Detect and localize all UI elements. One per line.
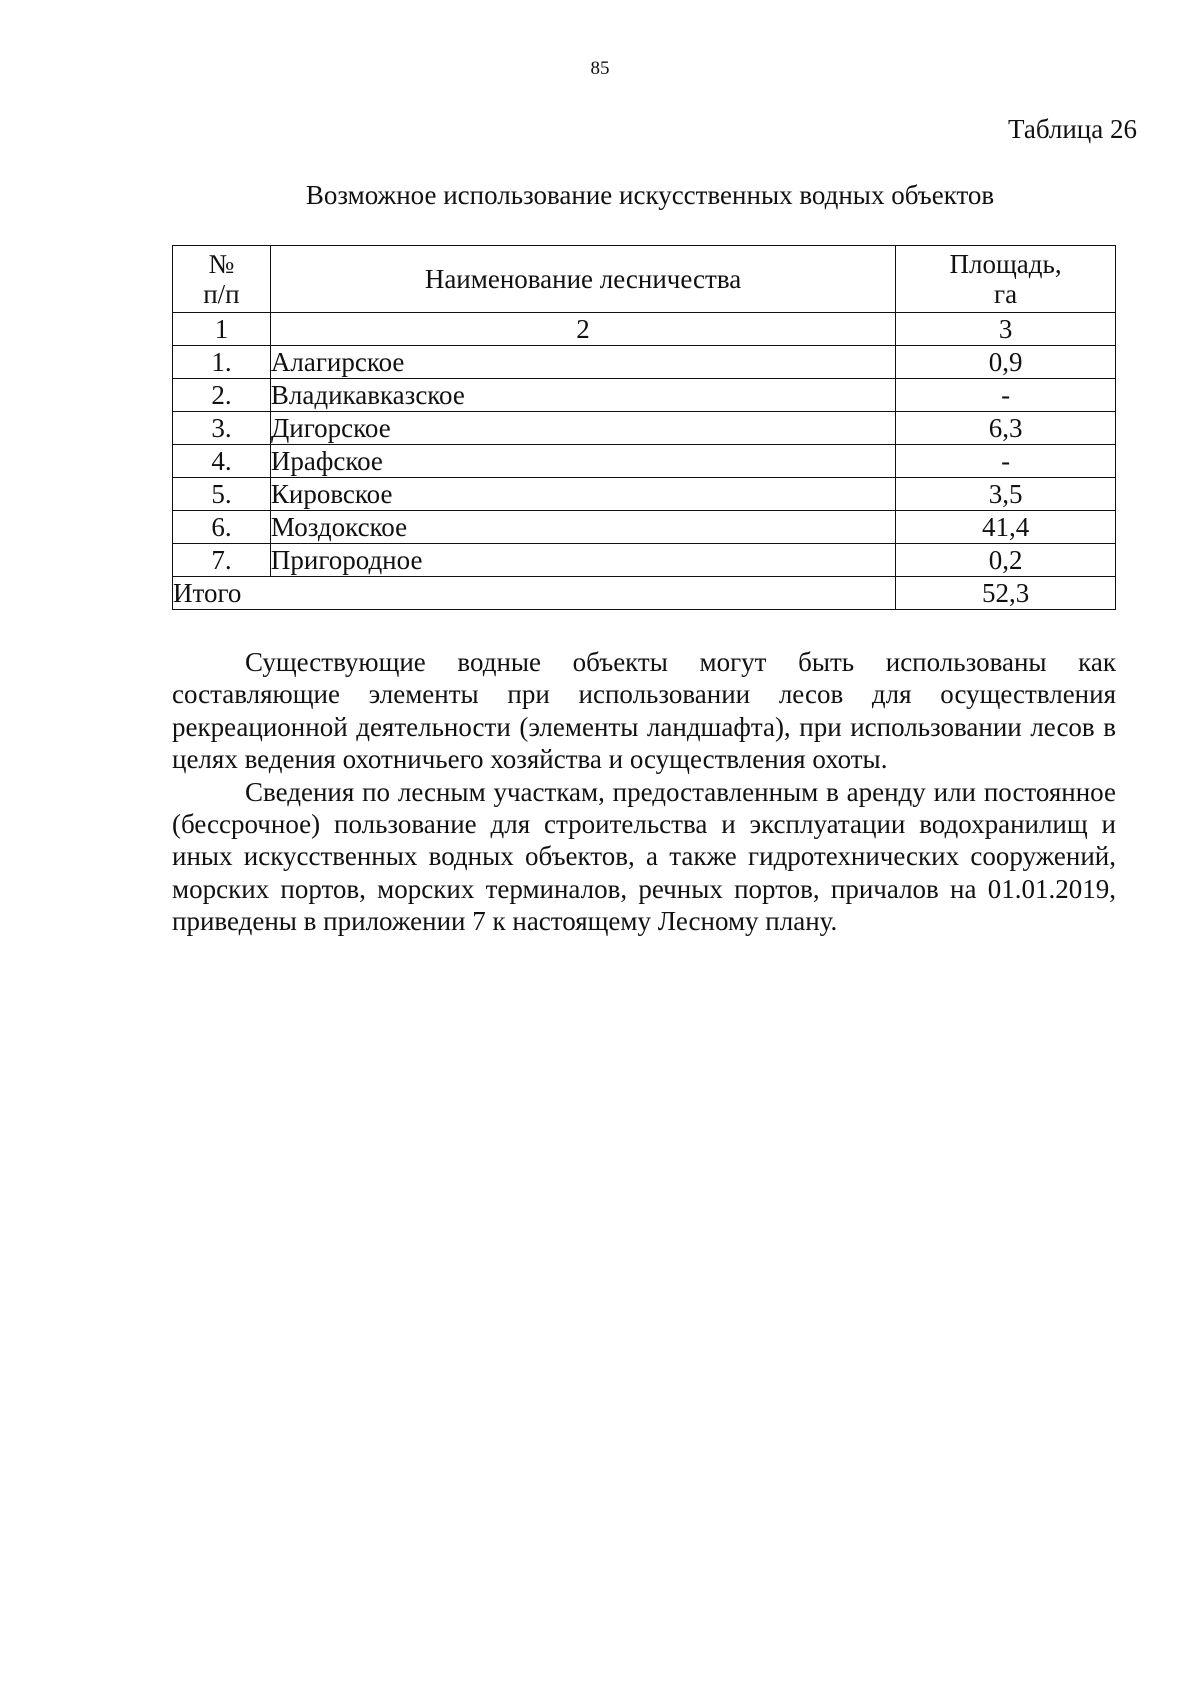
header-forestry-name: Наименование лесничества — [270, 246, 895, 313]
row-number: 4. — [173, 445, 271, 478]
column-number: 2 — [270, 313, 895, 346]
column-number: 1 — [173, 313, 271, 346]
total-value: 52,3 — [896, 577, 1116, 610]
forestry-name: Ирафское — [270, 445, 895, 478]
row-number: 7. — [173, 544, 271, 577]
column-number-row — [173, 313, 1116, 346]
area-value: 41,4 — [896, 511, 1116, 544]
row-number: 1. — [173, 346, 271, 379]
header-number — [173, 246, 271, 313]
forestry-name: Моздокское — [270, 511, 895, 544]
area-value: 3,5 — [896, 478, 1116, 511]
header-area-line2: га — [994, 279, 1018, 309]
area-value: 6,3 — [896, 412, 1116, 445]
forest-water-objects-table — [172, 245, 1116, 610]
area-value: 0,9 — [896, 346, 1116, 379]
forestry-name: Алагирское — [270, 346, 895, 379]
forestry-name: Пригородное — [270, 544, 895, 577]
row-number: 6. — [173, 511, 271, 544]
paragraph-lease-information: Сведения по лесным участкам, предоставленным в аренду или постоянное (бессрочное) пользование для строительства и эксплуатации водохранилищ и иных искусственных водных объектов, а также гидротехнических сооружений, морских портов, морских терминалов, речных портов, причалов на 01.01.2019, приведены в приложении 7 к настоящему Лесному плану. — [172, 776, 1116, 937]
total-row — [173, 577, 1116, 610]
area-value: 0,2 — [896, 544, 1116, 577]
row-number: 3. — [173, 412, 271, 445]
table-row — [173, 379, 1116, 412]
column-number: 3 — [896, 313, 1116, 346]
forestry-name: Владикавказское — [270, 379, 895, 412]
table-row — [173, 346, 1116, 379]
table-title: Возможное использование искусственных водных объектов — [305, 180, 995, 210]
forestry-name: Дигорское — [270, 412, 895, 445]
header-area-line1: Площадь, — [949, 249, 1062, 279]
row-number: 5. — [173, 478, 271, 511]
paragraph-existing-water-objects: Существующие водные объекты могут быть использованы как составляющие элементы при использовании лесов для осуществления рекреационной деятельности (элементы ландшафта), при использовании лесов в целях ведения охотничьего хозяйства и осуществления охоты. — [172, 647, 1116, 775]
header-number-line1: № — [208, 249, 235, 279]
area-value: - — [896, 445, 1116, 478]
table-row — [173, 544, 1116, 577]
forestry-name: Кировское — [270, 478, 895, 511]
table-row — [173, 511, 1116, 544]
area-value: - — [896, 379, 1116, 412]
table-row — [173, 412, 1116, 445]
table-label: Таблица 26 — [1008, 114, 1137, 144]
row-number: 2. — [173, 379, 271, 412]
header-area — [896, 246, 1116, 313]
table-row — [173, 445, 1116, 478]
body-text — [172, 646, 1116, 938]
total-label: Итого — [173, 577, 896, 610]
header-number-line2: п/п — [203, 279, 240, 309]
page-number: 85 — [590, 58, 610, 79]
table-header-row — [173, 246, 1116, 313]
table-row — [173, 478, 1116, 511]
